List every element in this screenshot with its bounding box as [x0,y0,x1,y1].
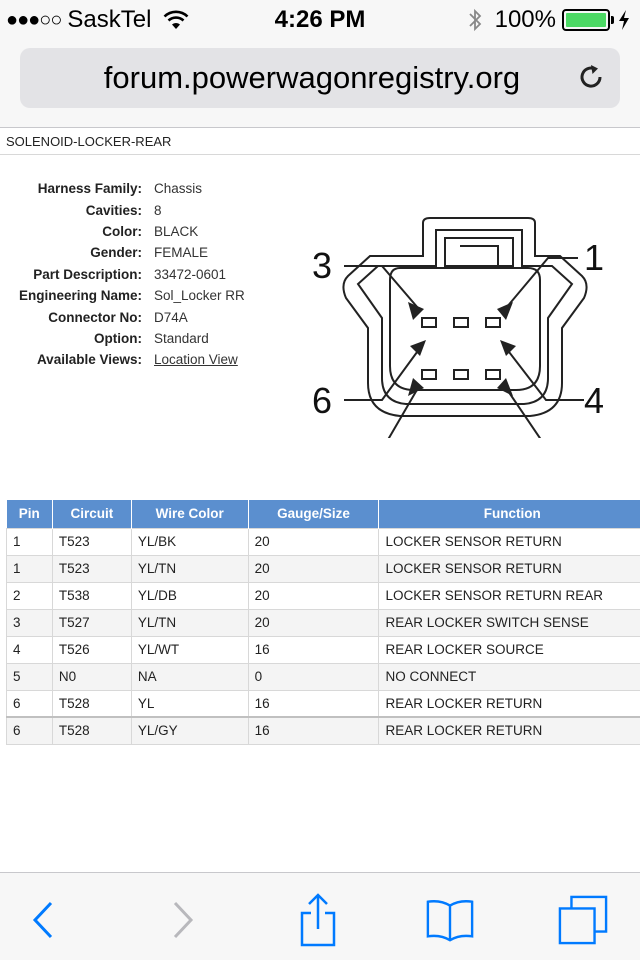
cell-pin: 4 [7,636,53,663]
cell-gauge: 16 [248,717,379,744]
connector-properties [0,178,245,371]
table-row [7,663,640,690]
cell-gauge: 16 [248,690,379,717]
cell-wire-color: YL/WT [131,636,248,663]
property-label: Gender: [90,245,142,261]
bookmarks-icon [425,897,475,943]
signal-strength-icon: ●●●○○ [6,8,62,31]
cell-wire-color: YL [131,690,248,717]
cell-function: REAR LOCKER SOURCE [379,636,640,663]
property-value: 33472-0601 [154,266,227,282]
cell-circuit: T526 [52,636,131,663]
pin-table [6,500,640,745]
cell-function: LOCKER SENSOR RETURN [379,528,640,555]
status-right [467,6,630,34]
forward-icon [171,900,195,940]
bookmarks-button[interactable] [425,895,475,945]
cell-function: REAR LOCKER RETURN [379,717,640,744]
property-label: Available Views: [36,352,142,368]
cell-wire-color: NA [131,663,248,690]
property-row [0,285,245,306]
property-label: Cavities: [85,202,142,218]
tabs-icon [558,894,608,946]
cell-function: NO CONNECT [379,663,640,690]
table-row [7,582,640,609]
web-page-content [0,128,640,868]
cell-function: LOCKER SENSOR RETURN [379,555,640,582]
cell-function: REAR LOCKER SWITCH SENSE [379,609,640,636]
cell-pin: 1 [7,528,53,555]
url-text[interactable]: forum.powerwagonregistry.org [103,60,521,95]
back-icon [31,900,55,940]
back-button[interactable] [18,895,68,945]
url-field[interactable] [20,48,620,108]
table-row [7,690,640,717]
property-label: Color: [102,223,142,239]
property-label: Engineering Name: [18,288,142,304]
property-value: D74A [154,309,188,325]
cell-wire-color: YL/DB [131,582,248,609]
property-value: Sol_Locker RR [154,288,245,304]
cell-circuit: T528 [52,717,131,744]
table-row [7,636,640,663]
connector-title: SOLENOID-LOCKER-REAR [6,134,172,149]
cell-gauge: 16 [248,636,379,663]
property-row [0,349,245,370]
table-row [7,609,640,636]
property-value: FEMALE [154,245,209,261]
cell-circuit: T527 [52,609,131,636]
status-bar [0,0,640,40]
table-row [7,528,640,555]
table-row [7,717,640,744]
cell-circuit: T523 [52,555,131,582]
status-time: 4:26 PM [274,6,366,33]
bluetooth-icon [467,8,483,32]
share-icon [298,893,338,947]
tabs-button[interactable] [558,895,608,945]
column-header-pin: Pin [7,500,53,528]
cell-pin: 1 [7,555,53,582]
cell-gauge: 20 [248,609,379,636]
property-label: Part Description: [33,266,142,282]
carrier-name: SaskTel [67,6,152,33]
column-header-circuit: Circuit [52,500,131,528]
property-label: Harness Family: [37,181,142,197]
cell-circuit: T538 [52,582,131,609]
property-row [0,306,245,327]
cell-gauge: 0 [248,663,379,690]
property-label: Connector No: [48,309,142,325]
property-value: 8 [154,202,162,218]
cell-pin: 6 [7,690,53,717]
cell-circuit: T528 [52,690,131,717]
property-row [0,199,245,220]
column-header-wire-color: Wire Color [131,500,248,528]
location-view-link[interactable]: Location View [154,352,238,368]
battery-icon [562,9,610,31]
pin-label-1: 1 [584,237,605,278]
property-row [0,328,245,349]
cell-wire-color: YL/TN [131,555,248,582]
cell-pin: 5 [7,663,53,690]
cell-wire-color: YL/TN [131,609,248,636]
forward-button[interactable] [158,895,208,945]
charging-bolt-icon [618,10,630,30]
column-header-function: Function [379,500,640,528]
cell-gauge: 20 [248,582,379,609]
connector-leader-lines-bottom [300,308,630,428]
pin-label-6: 6 [312,380,333,421]
browser-toolbar [0,872,640,960]
cell-pin: 2 [7,582,53,609]
property-row [0,264,245,285]
pin-label-4: 4 [584,380,605,421]
cell-circuit: N0 [52,663,131,690]
property-label: Option: [94,330,142,346]
pin-label-3: 3 [312,245,333,286]
cell-wire-color: YL/BK [131,528,248,555]
title-divider [0,154,640,155]
battery-percent: 100% [494,6,556,33]
cell-function: REAR LOCKER RETURN [379,690,640,717]
column-header-gauge: Gauge/Size [248,500,379,528]
cell-gauge: 20 [248,528,379,555]
browser-address-bar [0,40,640,128]
cell-gauge: 20 [248,555,379,582]
cell-wire-color: YL/GY [131,717,248,744]
property-value: Chassis [154,181,203,197]
table-header-row [7,500,640,528]
cell-circuit: T523 [52,528,131,555]
property-value: BLACK [154,223,199,239]
property-row [0,221,245,242]
property-value: Standard [154,330,209,346]
share-button[interactable] [293,895,343,945]
cell-pin: 3 [7,609,53,636]
property-row [0,178,245,199]
cell-function: LOCKER SENSOR RETURN REAR [379,582,640,609]
property-row [0,242,245,263]
table-row [7,555,640,582]
cell-pin: 6 [7,717,53,744]
reload-icon[interactable] [576,62,606,92]
